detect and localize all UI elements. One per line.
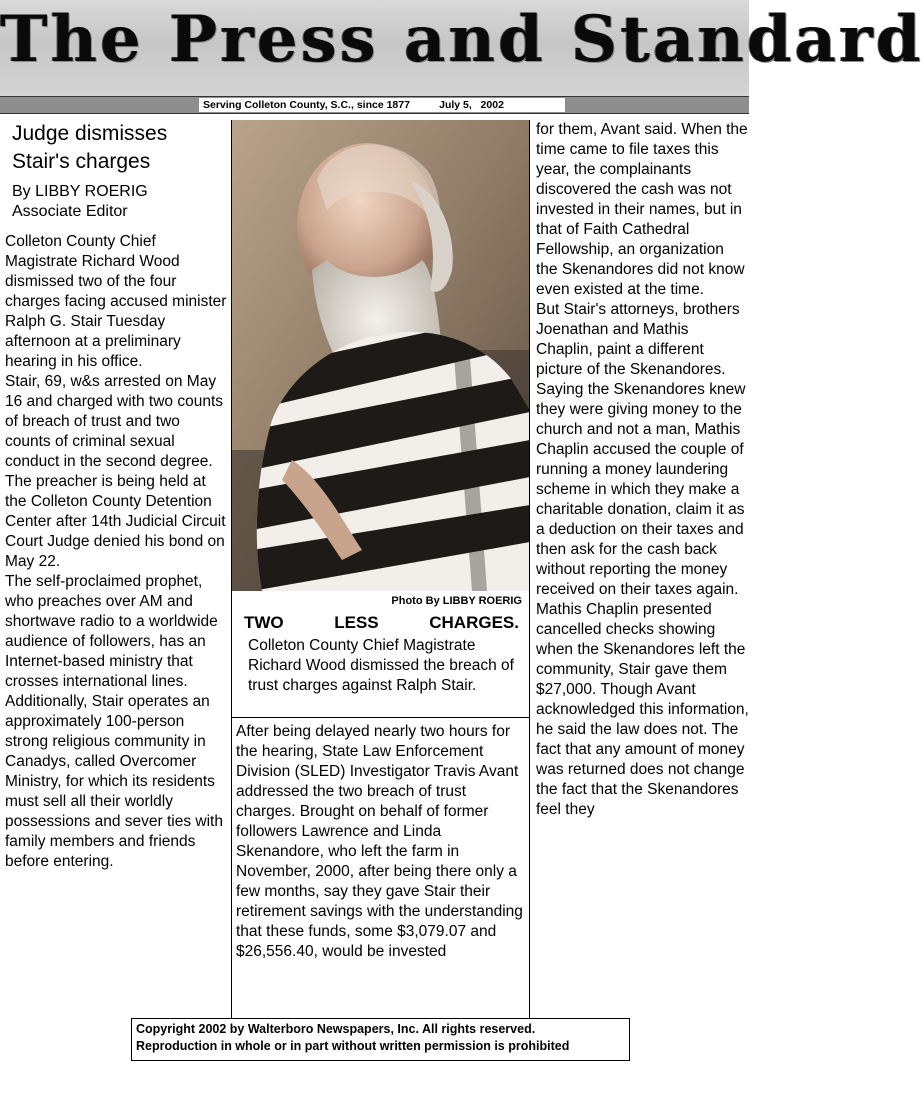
paragraph: The self-proclaimed prophet, who preaches over AM and shortwave radio to a worldwide audience of followers, has an Internet-based ministry that crosses international lines. Additionally, Stair operates an approximately 100-person strong religious community in Canadys, called Overcomer Ministry, for which its residents must sell all their worldly possessions and sever ties with family members and friends before entering. bbox=[5, 573, 223, 870]
dateline: Serving Colleton County, S.C., since 1877 July 5, 2002 bbox=[199, 98, 565, 112]
news-photo bbox=[232, 120, 530, 591]
photo-credit: Photo By LIBBY ROERIG bbox=[391, 595, 522, 607]
copyright-line-1: Copyright 2002 by Walterboro Newspapers, Inc. All rights reserved. bbox=[136, 1022, 536, 1036]
byline-role: Associate Editor bbox=[12, 203, 128, 220]
byline bbox=[12, 182, 227, 222]
headline-line-2: Stair's charges bbox=[12, 150, 151, 173]
middle-column bbox=[231, 120, 529, 1018]
copyright-line-2: Reproduction in whole or in part without written permission is prohibited bbox=[136, 1039, 570, 1053]
byline-author: By LIBBY ROERIG bbox=[12, 183, 148, 200]
masthead bbox=[0, 0, 924, 96]
caption-word: TWO bbox=[244, 613, 284, 632]
masthead-title: The Press and Standard bbox=[0, 2, 924, 77]
article-body-right bbox=[536, 120, 749, 820]
copyright-notice bbox=[131, 1018, 630, 1061]
right-column bbox=[529, 120, 749, 1018]
article-body-left bbox=[5, 232, 227, 872]
photo-caption: Colleton County Chief Magistrate Richard Wood dismissed the breach of trust charges against Ralph Stair. bbox=[248, 637, 514, 694]
caption-word: CHARGES. bbox=[429, 613, 519, 632]
man-in-striped-shirt-photo bbox=[232, 120, 530, 591]
divider bbox=[232, 717, 530, 718]
left-column bbox=[5, 120, 227, 872]
headline bbox=[12, 120, 227, 176]
headline-line-1: Judge dismisses bbox=[12, 122, 168, 145]
paragraph: But Stair's attorneys, brothers Joenathan and Mathis Chaplin, paint a different picture of the Skenandores. Saying the Skenandores knew they were giving money to the church and not a man, Mathis Chaplin accused the couple of running a money laundering scheme in which they make a charitable donation, claim it as a deduction on their taxes and then ask for the cash back without reporting the money received on their taxes again. bbox=[536, 301, 746, 598]
caption-word: LESS bbox=[334, 613, 379, 632]
paragraph: Colleton County Chief Magistrate Richard Wood dismissed two of the four charges facing accused minister Ralph G. Stair Tuesday afternoon at a preliminary hearing in his office. bbox=[5, 233, 227, 370]
paragraph: for them, Avant said. When the time came to file taxes this year, the complainants discovered the cash was not invested in their names, but in that of Faith Cathedral Fellowship, an organization the Skenandores did not know even existed at the time. bbox=[536, 121, 748, 298]
paragraph: Stair, 69, w&s arrested on May 16 and charged with two counts of breach of trust and two counts of criminal sexual conduct in the second degree. The preacher is being held at the Colleton County Detention Center after 14th Judicial Circuit Court Judge denied his bond on May 22. bbox=[5, 373, 226, 570]
article-body-middle: After being delayed nearly two hours for the hearing, State Law Enforcement Division (SLED) Investigator Travis Avant addressed the two breach of trust charges. Brought on behalf of former followers Lawrence and Linda Skenandore, who left the farm in November, 2000, after being there only a few months, say they gave Stair their retirement savings with the understanding that these funds, some $3,079.07 and $26,556.40, would be invested bbox=[236, 723, 523, 960]
caption-headline bbox=[244, 612, 519, 634]
paragraph: Mathis Chaplin presented cancelled checks showing when the Skenandores left the community, Stair gave them $27,000. Though Avant acknowledged this information, he said the law does not. The fact that any amount of money was returned does not change the fact that the Skenandores feel they bbox=[536, 601, 749, 818]
